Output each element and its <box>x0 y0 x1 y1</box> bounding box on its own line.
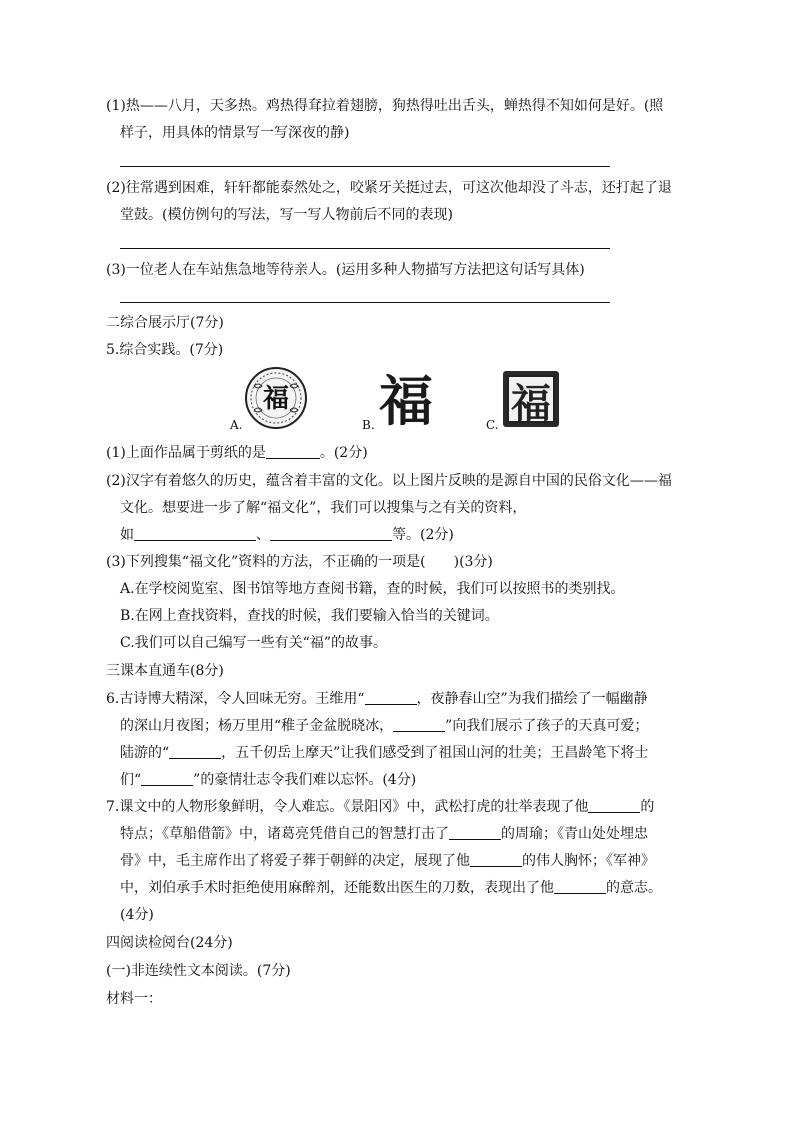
answer-blank[interactable] <box>266 444 320 459</box>
q5-part2-line2: 文化。想要进一步了解“福文化”，我们可以搜集与之有关的资料， <box>120 500 527 516</box>
q7-line4 <box>120 878 662 898</box>
question-text: 的伟人胸怀；《军神》 <box>522 853 655 869</box>
q4-item2-line2: 堂鼓。(模仿例句的写法，写一写人物前后不同的表现) <box>120 207 453 223</box>
q7-line2 <box>120 824 648 844</box>
question-text: ”向我们展示了孩子的天真可爱； <box>445 718 649 734</box>
q5-part1 <box>106 443 368 463</box>
question-text: 。(2分) <box>319 445 368 461</box>
question-title: 5.综合实践。(7分) <box>106 342 224 358</box>
option-a: A.在学校阅览室、图书馆等地方查阅书籍，查的时候，我们可以按照书的类别找。 <box>120 581 625 597</box>
papercut-character: 福 <box>262 384 290 414</box>
option-c: C.我们可以自己编写一些有关“福”的故事。 <box>120 635 387 651</box>
q4-item3-line1: (3)一位老人在车站焦急地等待亲人。(运用多种人物描写方法把这句话写具体) <box>106 262 585 278</box>
q7-line5: (4分) <box>120 907 154 923</box>
q5-part2-line1: (2)汉字有着悠久的历史，蕴含着丰富的文化。以上图片反映的是源自中国的民俗文化——福 <box>106 473 672 489</box>
q6-line2 <box>120 716 648 736</box>
seal-character: 福 <box>511 380 551 427</box>
answer-blank[interactable] <box>141 771 193 786</box>
question-text: 的周瑜；《青山处处埋忠 <box>501 826 648 842</box>
q5-part3: (3)下列搜集“福文化”资料的方法，不正确的一项是( )(3分) <box>106 554 493 570</box>
question-text: 的意志。 <box>606 880 662 896</box>
image-label-c: C. <box>486 418 499 432</box>
answer-blank[interactable] <box>169 744 221 759</box>
question-text: 等。(2分) <box>392 527 454 543</box>
fu-seal-image <box>500 368 562 430</box>
question-text: ”的豪情壮志令我们难以忘怀。(4分) <box>193 772 417 788</box>
section-heading: 三课本直通车(8分) <box>106 663 224 679</box>
question-text: ，五千仞岳上摩天”让我们感受到了祖国山河的壮美；王昌龄笔下将士 <box>221 745 649 761</box>
answer-blank[interactable] <box>134 526 256 541</box>
answer-line[interactable] <box>120 166 610 167</box>
answer-line[interactable] <box>120 248 610 249</box>
q4-item1-line1: (1)热——八月，天多热。鸡热得耷拉着翅膀，狗热得吐出舌头，蝉热得不知如何是好。(照 <box>106 98 664 114</box>
answer-blank[interactable] <box>470 852 522 867</box>
q5-part2-line3 <box>120 525 454 545</box>
question-text: 的 <box>640 799 655 815</box>
q7-line3 <box>120 851 655 871</box>
q4-item2-line1: (2)往常遇到困难，轩轩都能泰然处之，咬紧牙关挺过去，可这次他却没了斗志，还打起了退 <box>106 180 672 196</box>
question-text: (1)上面作品属于剪纸的是 <box>106 445 266 461</box>
question-text: ，夜静春山空”为我们描绘了一幅幽静 <box>416 691 648 707</box>
question-text: 6.古诗博大精深，令人回味无穷。王维用“ <box>106 691 365 707</box>
answer-blank[interactable] <box>449 825 501 840</box>
image-label-b: B. <box>362 418 375 432</box>
q6-line1 <box>106 689 648 709</box>
section-heading: 四阅读检阅台(24分) <box>106 935 233 951</box>
question-text: 、 <box>256 527 270 543</box>
question-text: 骨》中，毛主席作出了将爱子葬于朝鲜的决定，展现了他 <box>120 853 470 869</box>
answer-blank[interactable] <box>365 690 417 705</box>
question-text: 7.课文中的人物形象鲜明，令人难忘。《景阳冈》中，武松打虎的壮举表现了他 <box>106 799 589 815</box>
question-text: 中，刘伯承手术时拒绝使用麻醉剂，还能数出医生的刀数，表现出了他 <box>120 880 554 896</box>
question-text: 们“ <box>120 772 142 788</box>
option-b: B.在网上查找资料，查找的时候，我们要输入恰当的关键词。 <box>120 608 499 624</box>
q7-line1 <box>106 797 654 817</box>
section-heading: 二综合展示厅(7分) <box>106 315 224 331</box>
answer-blank[interactable] <box>554 879 606 894</box>
image-label-a: A. <box>230 418 243 432</box>
answer-blank[interactable] <box>393 717 445 732</box>
answer-blank[interactable] <box>270 526 392 541</box>
fu-papercut-image <box>244 366 308 430</box>
answer-line[interactable] <box>120 302 610 303</box>
subsection-heading: (一)非连续性文本阅读。(7分) <box>106 963 291 979</box>
question-text: 的深山月夜图；杨万里用“稚子金盆脱晓冰， <box>120 718 394 734</box>
answer-blank[interactable] <box>588 798 640 813</box>
material-label: 材料一： <box>106 991 162 1007</box>
calligraphy-character: 福 <box>379 369 433 430</box>
q6-line3 <box>120 743 648 763</box>
question-text: 如 <box>120 527 134 543</box>
q4-item1-line2: 样子，用具体的情景写一写深夜的静) <box>120 125 350 141</box>
fu-calligraphy-image <box>376 368 436 430</box>
question-text: 特点；《草船借箭》中，诸葛亮凭借自己的智慧打击了 <box>120 826 449 842</box>
question-text: 陆游的“ <box>120 745 170 761</box>
q6-line4 <box>120 770 416 790</box>
